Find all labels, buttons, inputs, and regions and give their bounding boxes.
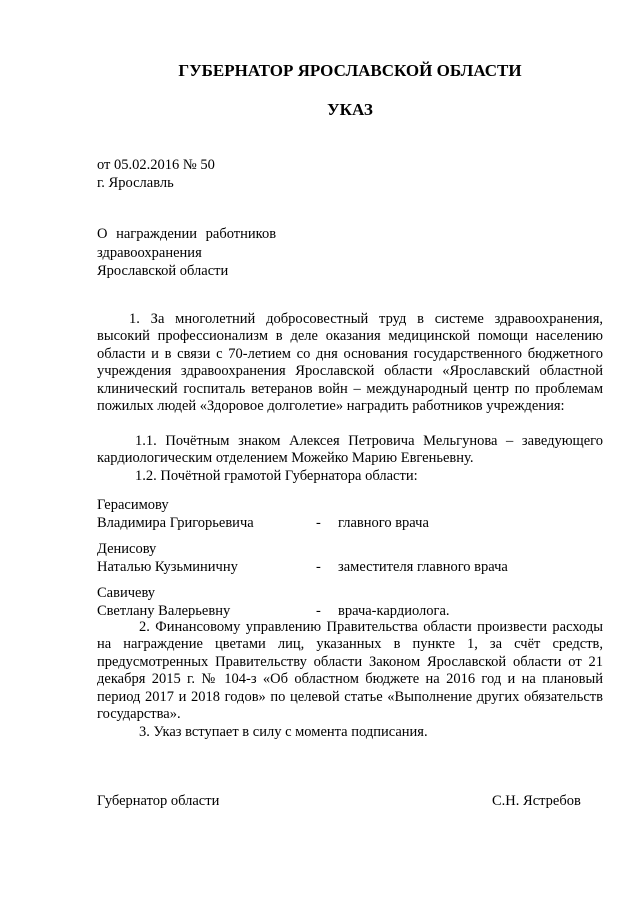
signatory-name: С.Н. Ястребов xyxy=(492,793,581,809)
awardee-dash: - xyxy=(316,559,321,575)
paragraph-1: 1. За многолетний добросовестный труд в системе здравоохранения, высокий профессионализм в деле оказания медицинской помощи населению области и в связи с 70-летием со дня основания государственного бюджетного учреждения здравоохранения Ярославской области «Ярославский областной клинический госпиталь ветеранов войн – международный центр по проблемам пожилых людей «Здоровое долголетие» наградить работников учреждения: xyxy=(97,311,603,415)
awardee-given-name: Светлану Валерьевну xyxy=(97,603,231,619)
awardee-dash: - xyxy=(316,515,321,531)
city: г. Ярославль xyxy=(97,175,174,191)
paragraph-2: 2. Финансовому управлению Правительства области произвести расходы на награждение цветами лиц, указанных в пункте 1, за счёт средств, предусмотренных Правительству области Законом Ярославской области от 21 декабря 2015 г. № 104-з «Об областном бюджете на 2016 год и на плановый период 2017 и 2018 годов» по целевой статье «Выполнение других обязательств государства». xyxy=(97,619,603,723)
awardee-given-name: Наталью Кузьминичну xyxy=(97,559,238,575)
awardee-surname: Денисову xyxy=(97,541,157,557)
subject-line-3: Ярославской области xyxy=(97,263,229,279)
paragraph-1-2: 1.2. Почётной грамотой Губернатора области: xyxy=(135,468,418,484)
decree-subject xyxy=(97,225,327,281)
awardee-position: главного врача xyxy=(338,515,429,531)
paragraph-1-1: 1.1. Почётным знаком Алексея Петровича Мельгунова – заведующего кардиологическим отделением Можейко Марию Евгеньевну. xyxy=(97,433,603,467)
document-type-heading: УКАЗ xyxy=(327,100,373,119)
awardee-surname: Герасимову xyxy=(97,497,169,513)
awardee-position: заместителя главного врача xyxy=(338,559,508,575)
subject-line-2: здравоохранения xyxy=(97,244,202,261)
authority-heading: ГУБЕРНАТОР ЯРОСЛАВСКОЙ ОБЛАСТИ xyxy=(178,61,522,80)
awardee-surname: Савичеву xyxy=(97,585,156,601)
awardee-position: врача-кардиолога. xyxy=(338,603,450,619)
paragraph-3: 3. Указ вступает в силу с момента подписания. xyxy=(139,724,428,740)
signatory-title: Губернатор области xyxy=(97,793,220,809)
awardee-dash: - xyxy=(316,603,321,619)
awardee-given-name: Владимира Григорьевича xyxy=(97,515,254,531)
date-number: от 05.02.2016 № 50 xyxy=(97,157,215,173)
subject-line-1: О награждении работников xyxy=(97,226,277,242)
